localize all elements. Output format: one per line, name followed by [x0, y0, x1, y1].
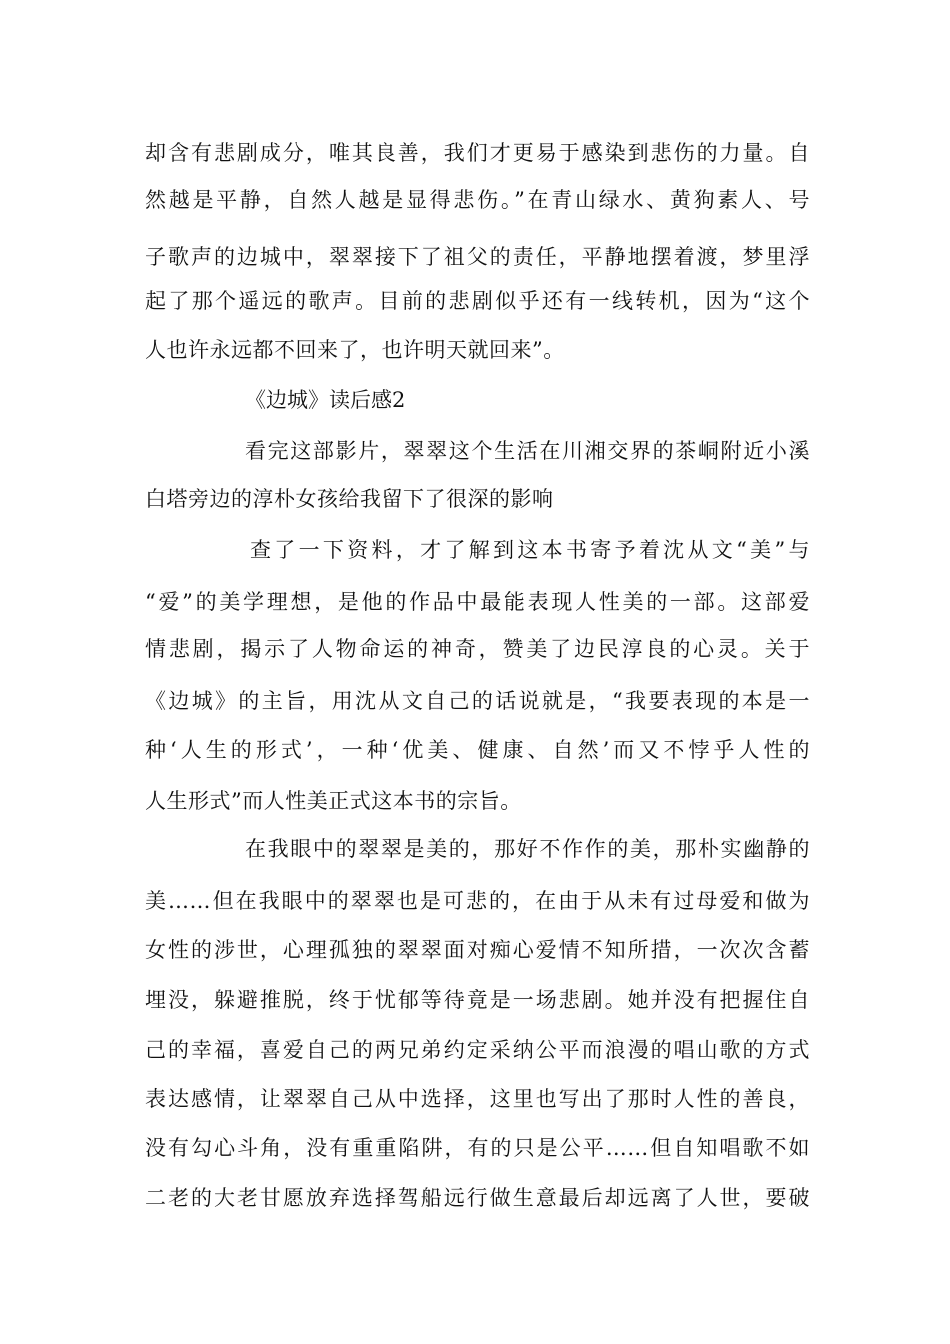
section-heading: 《边城》读后感2 — [245, 388, 406, 412]
text-line: 起了那个遥远的歌声。目前的悲剧似乎还有一线转机，因为“这个 — [145, 289, 810, 313]
text-line: 没有勾心斗角，没有重重陷阱，有的只是公平……但自知唱歌不如 — [145, 1136, 810, 1160]
text-line: 种‘人生的形式’，一种‘优美、健康、自然’而又不悖乎人性的 — [145, 738, 810, 762]
text-line: 女性的涉世，心理孤独的翠翠面对痴心爱情不知所措，一次次含蓄 — [145, 938, 810, 962]
text-line: 情悲剧，揭示了人物命运的神奇，赞美了边民淳良的心灵。关于 — [145, 637, 810, 661]
text-line: “爱”的美学理想，是他的作品中最能表现人性美的一部。这部爱 — [145, 590, 810, 614]
text-line: 子歌声的边城中，翠翠接下了祖父的责任，平静地摆着渡，梦里浮 — [145, 245, 810, 269]
text-line: 看完这部影片，翠翠这个生活在川湘交界的茶峒附近小溪 — [245, 439, 810, 463]
text-line: 埋没，躲避推脱，终于忧郁等待竟是一场悲剧。她并没有把握住自 — [145, 988, 810, 1012]
text-line: 却含有悲剧成分，唯其良善，我们才更易于感染到悲伤的力量。自 — [145, 141, 810, 165]
text-line: 己的幸福，喜爱自己的两兄弟约定采纳公平而浪漫的唱山歌的方式 — [145, 1038, 810, 1062]
text-line: 然越是平静，自然人越是显得悲伤。”在青山绿水、黄狗素人、号 — [145, 188, 810, 212]
text-line: 白塔旁边的淳朴女孩给我留下了很深的影响 — [145, 487, 554, 511]
text-line: 《边城》的主旨，用沈从文自己的话说就是，“我要表现的本是一 — [145, 689, 810, 713]
text-line: 美……但在我眼中的翠翠也是可悲的，在由于从未有过母爱和做为 — [145, 889, 810, 913]
text-line: 在我眼中的翠翠是美的，那好不作作的美，那朴实幽静的 — [245, 837, 810, 861]
text-line: 二老的大老甘愿放弃选择驾船远行做生意最后却远离了人世，要破 — [145, 1186, 810, 1210]
text-line: 表达感情，让翠翠自己从中选择，这里也写出了那时人性的善良， — [145, 1087, 810, 1111]
text-line: 人也许永远都不回来了，也许明天就回来”。 — [145, 338, 565, 362]
text-line: 查了一下资料，才了解到这本书寄予着沈从文“美”与 — [250, 538, 810, 562]
text-line: 人生形式”而人性美正式这本书的宗旨。 — [145, 789, 522, 813]
